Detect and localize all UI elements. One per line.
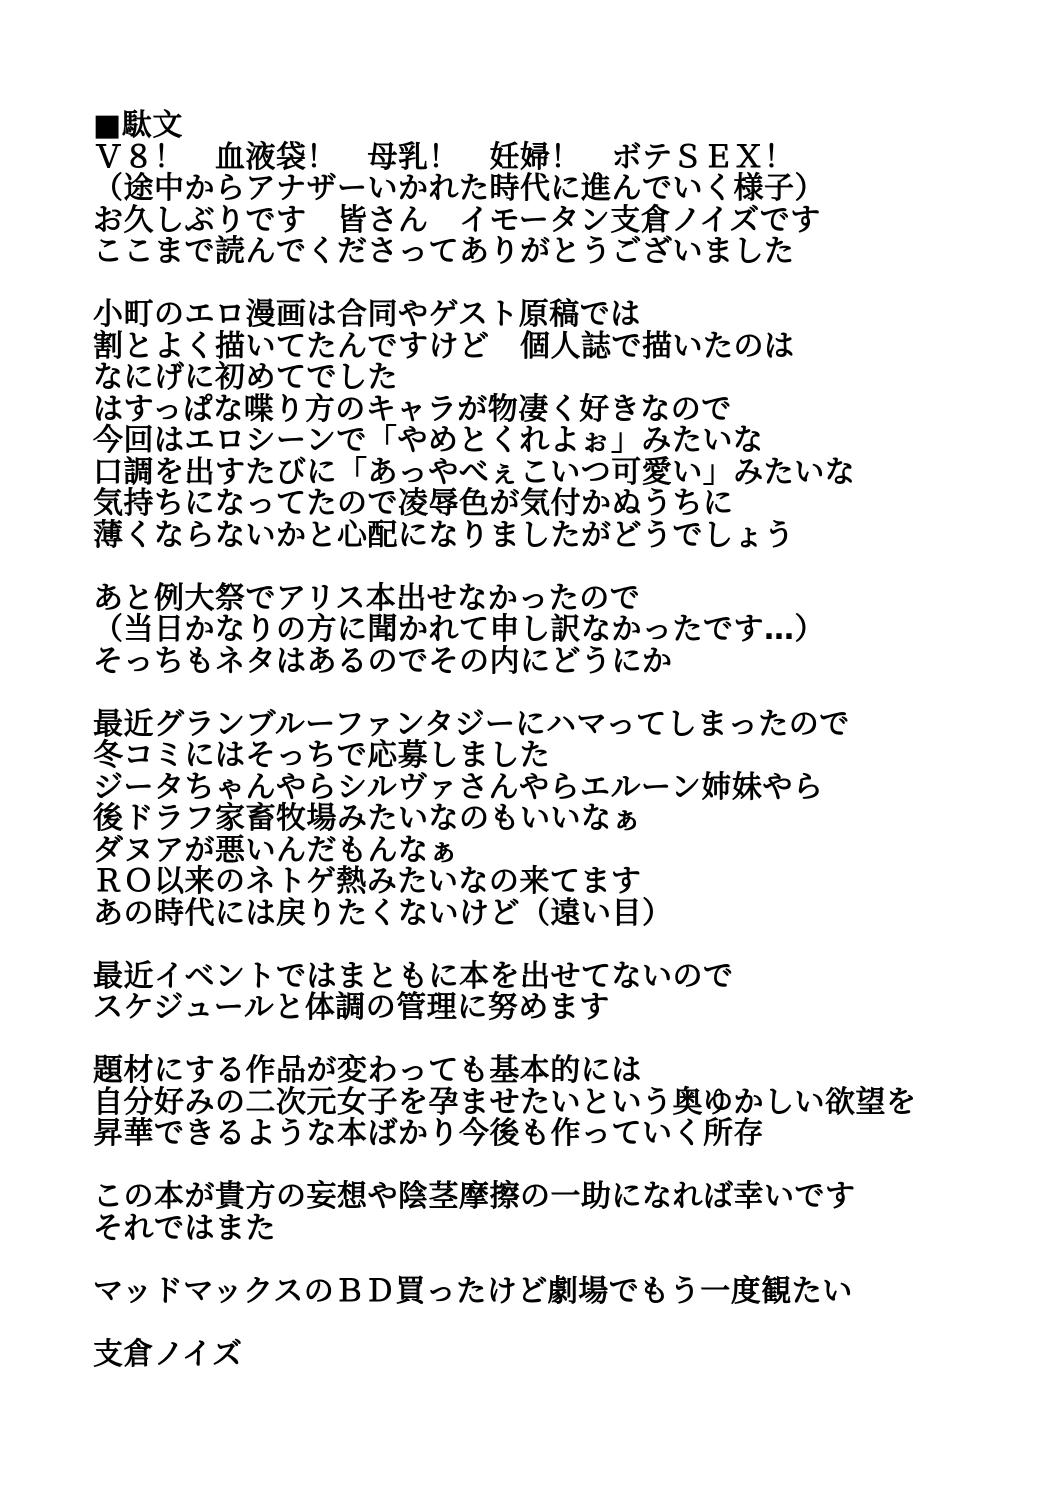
- text-line: 割とよく描いてたんですけど 個人誌で描いたのは: [93, 328, 795, 364]
- blank-line: [93, 1024, 993, 1056]
- text-line: 冬コミにはそっちで応募しました: [93, 738, 551, 773]
- text-line: （当日かなりの方に聞かれて申し訳なかったです…）: [93, 612, 825, 647]
- blank-line: [93, 677, 993, 709]
- text-line: あの時代には戻りたくないけど（遠い目）: [93, 895, 673, 931]
- blank-line: [93, 268, 993, 300]
- text-line: 最近イベントではまともに本を出せてないので: [93, 958, 734, 994]
- text-line: そっちもネタはあるのでその内にどうにか: [93, 643, 673, 679]
- blank-line: [93, 1244, 993, 1276]
- text-line: はすっぱな喋り方のキャラが物凄く好きなので: [93, 391, 732, 427]
- text-line: 後ドラフ家畜牧場みたいなのもいいなぁ: [93, 801, 642, 836]
- text-line: ジータちゃんやらシルヴァさんやらエルーン姉妹やら: [93, 769, 824, 805]
- text-line: 口調を出すたびに「あっやべぇこいつ可愛い」みたいな: [93, 454, 856, 490]
- text-line: この本が貴方の妄想や陰茎摩擦の一助になれば幸いです: [93, 1179, 856, 1214]
- text-line: ■駄文: [93, 108, 183, 143]
- afterword-text: [93, 110, 993, 1370]
- blank-line: [93, 551, 993, 583]
- blank-line: [93, 1150, 993, 1182]
- text-line: マッドマックスのＢＤ買ったけど劇場でもう一度観たい: [93, 1273, 853, 1309]
- text-line: ダヌアが悪いんだもんなぁ: [93, 832, 459, 868]
- text-line: （途中からアナザーいかれた時代に進んでいく様子）: [93, 171, 825, 206]
- text-line: 題材にする作品が変わっても基本的には: [93, 1053, 642, 1088]
- text-line: ここまで読んでくださってありがとうございました: [93, 234, 795, 269]
- text-line: 自分好みの二次元女子を孕ませたいという奥ゆかしい欲望を: [93, 1084, 917, 1120]
- text-line: 小町のエロ漫画は合同やゲスト原稿では: [93, 297, 641, 332]
- text-line: お久しぶりです 皆さん イモータン支倉ノイズです: [93, 202, 821, 238]
- text-line: 支倉ノイズ: [93, 1336, 243, 1372]
- text-line: それではまた: [93, 1210, 276, 1246]
- blank-line: [93, 1307, 993, 1339]
- text-line: 今回はエロシーンで「やめとくれよぉ」みたいな: [93, 423, 764, 458]
- text-line: ＲＯ以来のネトゲ熱みたいなの来てます: [93, 864, 642, 899]
- text-line: 昇華できるような本ばかり今後も作っていく所存: [93, 1116, 764, 1151]
- text-line: なにげに初めてでした: [93, 360, 398, 395]
- text-line: スケジュールと体調の管理に努めます: [93, 990, 610, 1025]
- text-line: あと例大祭でアリス本出せなかったので: [93, 580, 641, 616]
- blank-line: [93, 929, 993, 961]
- text-line: 薄くならないかと心配になりましたがどうでしょう: [93, 517, 795, 553]
- text-line: Ｖ８！ 血液袋！ 母乳！ 妊婦！ ボテＳＥＸ！: [93, 139, 795, 175]
- text-line: 最近グランブルーファンタジーにハマってしまったので: [93, 706, 850, 742]
- text-line: 気持ちになってたので凌辱色が気付かぬうちに: [93, 486, 734, 521]
